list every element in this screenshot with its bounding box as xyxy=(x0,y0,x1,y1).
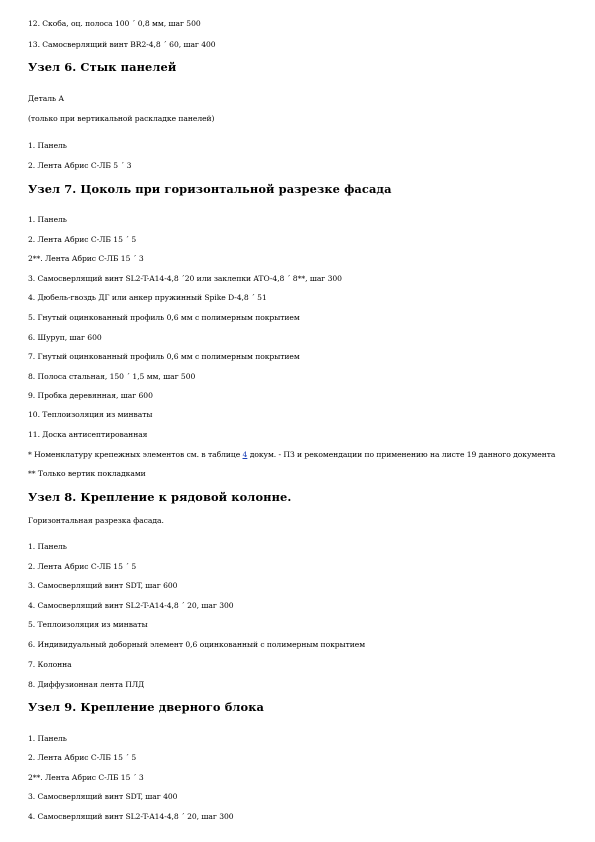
detail-label: Деталь А xyxy=(28,94,65,103)
list-item: 12. Скоба, оц. полоса 100 ´ 0,8 мм, шаг 500 xyxy=(28,19,201,28)
list-item: 4. Самосверлящий винт SL2-T-A14-4,8 ´ 20, шаг 300 xyxy=(28,601,234,610)
list-item: 9. Пробка деревянная, шаг 600 xyxy=(28,391,153,400)
list-item: 6. Индивидуальный доборный элемент 0,6 оцинкованный с полимерным покрытием xyxy=(28,640,366,649)
list-item: 2. Лента Абрис С-ЛБ 15 ´ 5 xyxy=(28,753,137,762)
list-item: 10. Теплоизоляция из минваты xyxy=(28,410,153,419)
list-item: 4. Самосверлящий винт SL2-T-A14-4,8 ´ 20, шаг 300 xyxy=(28,812,234,821)
list-item: 1. Панель xyxy=(28,734,67,743)
list-item: 1. Панель xyxy=(28,141,67,150)
list-item: 7. Колонна xyxy=(28,660,72,669)
footnote xyxy=(28,450,555,460)
list-item: 3. Самосверлящий винт SL2-T-A14-4,8 ´20 или заклепки ATO-4,8 ´ 8**, шаг 300 xyxy=(28,274,342,283)
footnote-text: докум. - ПЗ и рекомендации по применению на листе 19 данного документа xyxy=(247,450,556,459)
list-item: 1. Панель xyxy=(28,215,67,224)
list-item: 1. Панель xyxy=(28,542,67,551)
list-item: 2. Лента Абрис С-ЛБ 15 ´ 5 xyxy=(28,562,137,571)
list-item: 13. Самосверлящий винт BR2-4,8 ´ 60, шаг 400 xyxy=(28,40,216,49)
footnote-text: * Номенклатуру крепежных элементов см. в таблице xyxy=(28,450,243,459)
section-heading-node6: Узел 6. Стык панелей xyxy=(28,60,177,74)
list-item: 8. Полоса стальная, 150 ´ 1,5 мм, шаг 500 xyxy=(28,372,196,381)
list-item: 2**. Лента Абрис С-ЛБ 15 ´ 3 xyxy=(28,773,144,782)
list-item: 6. Шуруп, шаг 600 xyxy=(28,333,102,342)
list-item: 11. Доска антисептированная xyxy=(28,430,148,439)
list-item: 5. Гнутый оцинкованный профиль 0,6 мм с полимерным покрытием xyxy=(28,313,300,322)
section-heading-node7: Узел 7. Цоколь при горизонтальной разрезке фасада xyxy=(28,182,392,196)
list-item: 2**. Лента Абрис С-ЛБ 15 ´ 3 xyxy=(28,254,144,263)
section-heading-node8: Узел 8. Крепление к рядовой колонне. xyxy=(28,490,292,504)
section-note: Горизонтальная разрезка фасада. xyxy=(28,516,164,525)
section-note: (только при вертикальной раскладке панелей) xyxy=(28,114,215,123)
list-item: 2. Лента Абрис С-ЛБ 5 ´ 3 xyxy=(28,161,132,170)
list-item: 3. Самосверлящий винт SDT, шаг 600 xyxy=(28,581,178,590)
footnote: ** Только вертик покладками xyxy=(28,469,146,478)
list-item: 2. Лента Абрис С-ЛБ 15 ´ 5 xyxy=(28,235,137,244)
list-item: 7. Гнутый оцинкованный профиль 0,6 мм с полимерным покрытием xyxy=(28,352,300,361)
section-heading-node9: Узел 9. Крепление дверного блока xyxy=(28,700,265,714)
list-item: 8. Диффузионная лента ПЛД xyxy=(28,680,145,689)
list-item: 5. Теплоизоляция из минваты xyxy=(28,620,148,629)
table-link[interactable]: 4 xyxy=(242,450,248,459)
list-item: 4. Дюбель-гвоздь ДГ или анкер пружинный Spike D-4,8 ´ 51 xyxy=(28,293,267,302)
list-item: 3. Самосверлящий винт SDT, шаг 400 xyxy=(28,792,178,801)
